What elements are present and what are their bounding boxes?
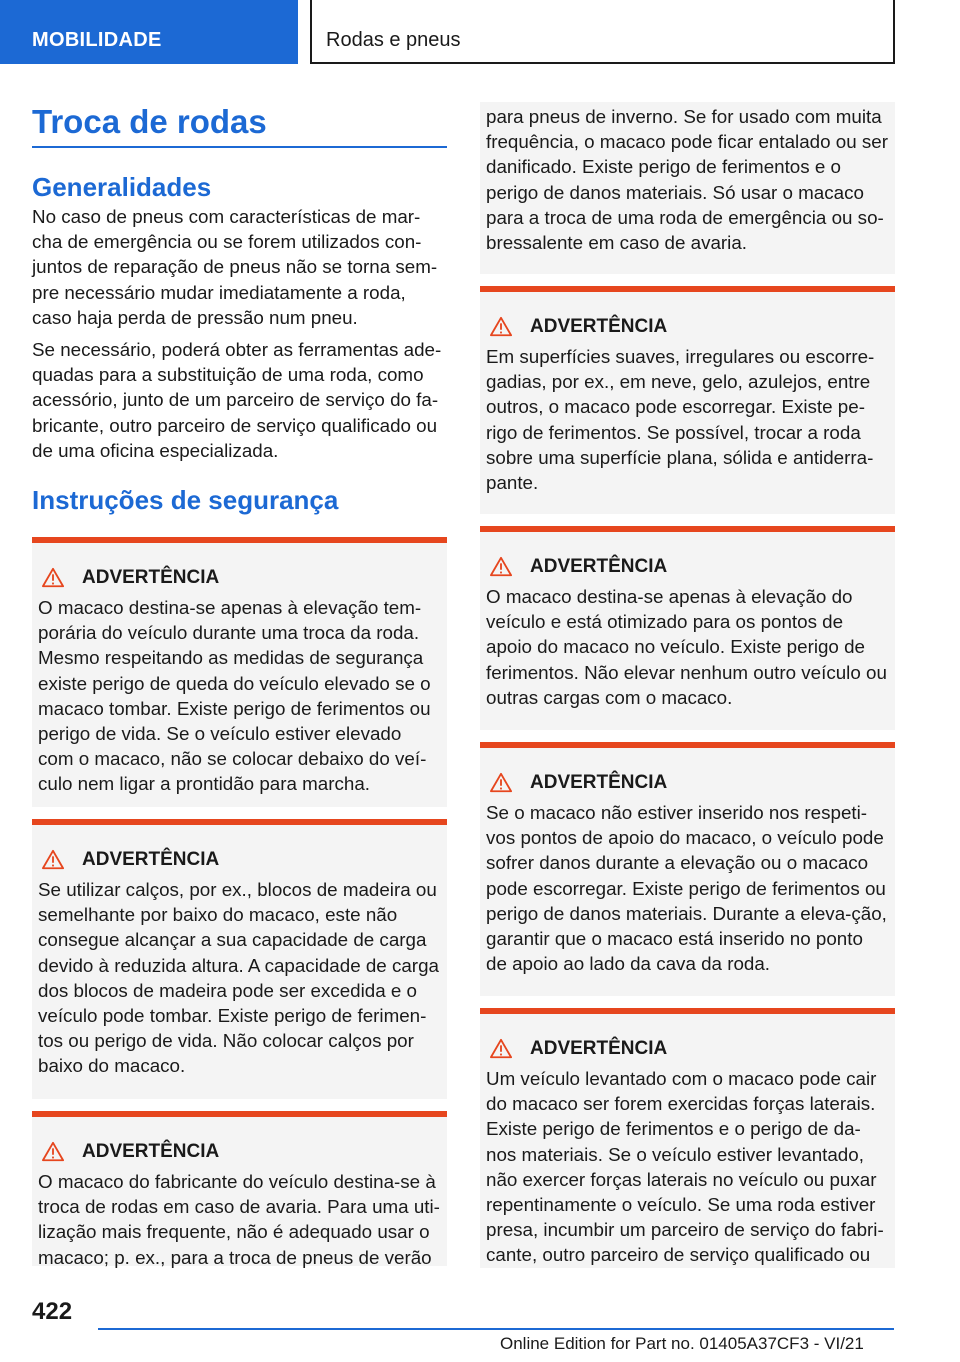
chapter-title: Rodas e pneus — [310, 0, 895, 64]
warning-text: Em superfícies suaves, irregulares ou escorre-gadias, por ex., em neve, gelo, azulejos, entre outros, o macaco pode escorregar. Existe pe-rigo de ferimentos. Se possível, trocar a roda sobre uma superfície plana, sólida e antiderra-pante. — [486, 346, 875, 494]
warning-heading — [490, 770, 889, 796]
warning-text: O macaco destina-se apenas à elevação do veículo e está otimizado para os pontos de apoio do macaco no veículo. Existe perigo de ferimentos. Não elevar nenhum outro veículo ou outras cargas com o macaco. — [486, 586, 887, 708]
warning-title: ADVERTÊNCIA — [82, 567, 220, 589]
warning-text: Um veículo levantado com o macaco pode cair do macaco ser forem exercidas forças laterais. Existe perigo de ferimentos e o perigo de da-nos materiais. Se o veículo estiver levantado, não exercer forças laterais no veículo ou puxar repentinamente o veículo. Se uma roda estiver presa, incumbir um parceiro de serviço do fabri-cante, outro parceiro de serviço qualificado ou — [486, 1068, 884, 1266]
warning-box — [480, 1008, 895, 1268]
warning-text: O macaco destina-se apenas à elevação tem-porária do veículo durante uma troca da roda. Mesmo respeitando as medidas de segurança existe perigo de queda do veículo elevado se o macaco tombar. Existe perigo de ferimentos ou perigo de vida. Se o veículo estiver elevado com o macaco, não se colocar debaixo do veí-culo nem ligar a prontidão para marcha. — [38, 597, 431, 795]
warning-triangle-icon — [42, 567, 64, 589]
warning-triangle-icon — [490, 1038, 512, 1060]
warning-heading — [490, 554, 889, 580]
warning-title: ADVERTÊNCIA — [82, 1141, 220, 1163]
warning-heading — [490, 314, 889, 340]
warning-triangle-icon — [42, 1141, 64, 1163]
warning-triangle-icon — [490, 316, 512, 338]
warning-box — [480, 526, 895, 730]
footer-rule — [98, 1328, 894, 1330]
warning-box — [32, 1111, 447, 1266]
warning-triangle-icon — [490, 556, 512, 578]
warning-heading — [42, 847, 441, 873]
section-tab: MOBILIDADE — [0, 0, 298, 64]
left-column — [32, 100, 447, 1266]
warning-triangle-icon — [42, 849, 64, 871]
warning-heading — [490, 1036, 889, 1062]
heading-general: Generalidades — [32, 172, 212, 202]
warning-title: ADVERTÊNCIA — [530, 1038, 668, 1059]
title-rule — [32, 146, 447, 148]
warning-text: Se utilizar calços, por ex., blocos de madeira ou semelhante por baixo do macaco, este não consegue alcançar a sua capacidade de carga devido à reduzida altura. A capacidade de carga dos blocos de madeira pode ser excedida e o veículo pode tombar. Existe perigo de ferimen-tos ou perigo de vida. Não colocar calços por baixo do macaco. — [38, 879, 439, 1077]
warning-box-continued — [480, 102, 895, 274]
warning-title: ADVERTÊNCIA — [82, 849, 220, 871]
general-paragraph-2: Se necessário, poderá obter as ferramentas ade-quadas para a substituição de uma roda, como acessório, junto de um parceiro de serviço do fa-bricante, outro parceiro de serviço qualificado ou de uma oficina especializada. — [32, 339, 442, 461]
warning-heading — [42, 565, 441, 591]
warning-box — [480, 742, 895, 996]
page-number: 422 — [32, 1298, 73, 1325]
warning-heading — [42, 1139, 441, 1165]
warning-title: ADVERTÊNCIA — [530, 316, 668, 337]
warning-text: O macaco do fabricante do veículo destina-se à troca de rodas em caso de avaria. Para uma uti-lização mais frequente, não é adequado usar o macaco; p. ex., para a troca de pneus de verão — [38, 1171, 440, 1268]
warning-triangle-icon — [490, 772, 512, 794]
heading-safety: Instruções de segurança — [32, 485, 339, 516]
warning-box — [480, 286, 895, 514]
general-paragraph-1: No caso de pneus com características de mar-cha de emergência ou se forem utilizados con-juntos de reparação de pneus não se torna sem-pre necessário mudar imediatamente a roda, caso haja perda de pressão num pneu. — [32, 206, 438, 328]
warning-title: ADVERTÊNCIA — [530, 772, 668, 793]
warning-box — [32, 819, 447, 1099]
warning-box — [32, 537, 447, 807]
right-column — [480, 102, 895, 1268]
page-title: Troca de rodas — [32, 103, 267, 140]
warning-text: Se o macaco não estiver inserido nos respeti-vos pontos de apoio do macaco, o veículo pode sofrer danos durante a elevação ou o macaco pode escorregar. Existe perigo de ferimentos ou perigo de danos materiais. Durante a eleva-ção, garantir que o macaco está inserido no ponto de apoio ao lado da cava da roda. — [486, 802, 887, 975]
warning-title: ADVERTÊNCIA — [530, 556, 668, 577]
warning-text: para pneus de inverno. Se for usado com muita frequência, o macaco pode ficar entalado ou ser danificado. Existe perigo de ferimentos e o perigo de danos materiais. Só usar o macaco para a troca de uma roda de emergência ou so-bressalente em caso de avaria. — [486, 106, 888, 254]
edition-footer: Online Edition for Part no. 01405A37CF3 - VI/21 — [500, 1334, 864, 1353]
